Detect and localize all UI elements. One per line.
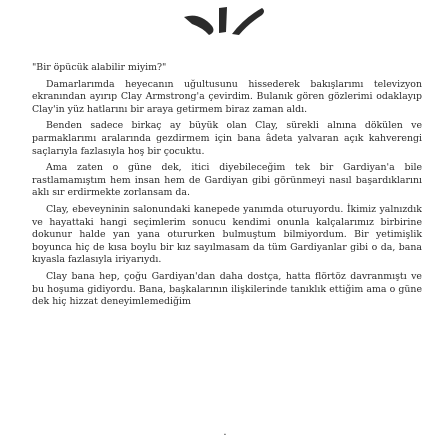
brush-stroke-illustration: [170, 2, 280, 44]
paragraph-opening: "Bir öpücük alabilir miyim?": [32, 62, 167, 73]
paragraph: Clay, ebeveyninin salonundaki kanepede yanımda oturuyordu. İkimiz yalnızdık ve hayattaki hangi seçimlerim sonucu kendimi onunla kalçalarımız birbirine dokunur halde yan yana otururken bulmuştum bilmiyordum. Bir yetimişlik boyunca hiç de kısa boylu bir kız sayılmasam da tüm Gardiyanlar gibi o da, bana kıyasla fazlasıyla iriyarıydı.: [32, 203, 422, 266]
paragraph: Benden sadece birkaç ay büyük olan Clay, sürekli alnına dökülen ve parmaklarımı aralarında gezdirmem için bana âdeta yalvaran açık kahverengi saçlarıyla fazlasıyla hoş bir çocuktu.: [32, 120, 422, 157]
paragraph: Damarlarımda heyecanın uğultusunu hissederek bakışlarımı televizyon ekranından ayırıp Clay Armstrong'a çevirdim. Bulanık gören gözlerimi odaklayıp Clay'in yüz hatlarını bir araya getirmem biraz zaman aldı.: [32, 78, 422, 115]
paragraph: Clay bana hep, çoğu Gardiyan'dan daha dostça, hatta flörtöz davranmıştı ve bu hoşuma gidiyordu. Bana, başkalarının ilişkilerinde tanıklık ettiğim ama o güne dek hiç hizzat deneyimlemediğim: [32, 270, 422, 308]
paragraph: Ama zaten o güne dek, itici diyebileceğim tek bir Gardiyan'a bile rastlamamıştım hem insan hem de Gardiyan gibi görünmeyi nasıl başardıklarını aklı sır erdirmekte zorlansam da.: [32, 162, 422, 199]
page-mark: .: [223, 427, 227, 438]
chapter-text: [32, 62, 422, 313]
